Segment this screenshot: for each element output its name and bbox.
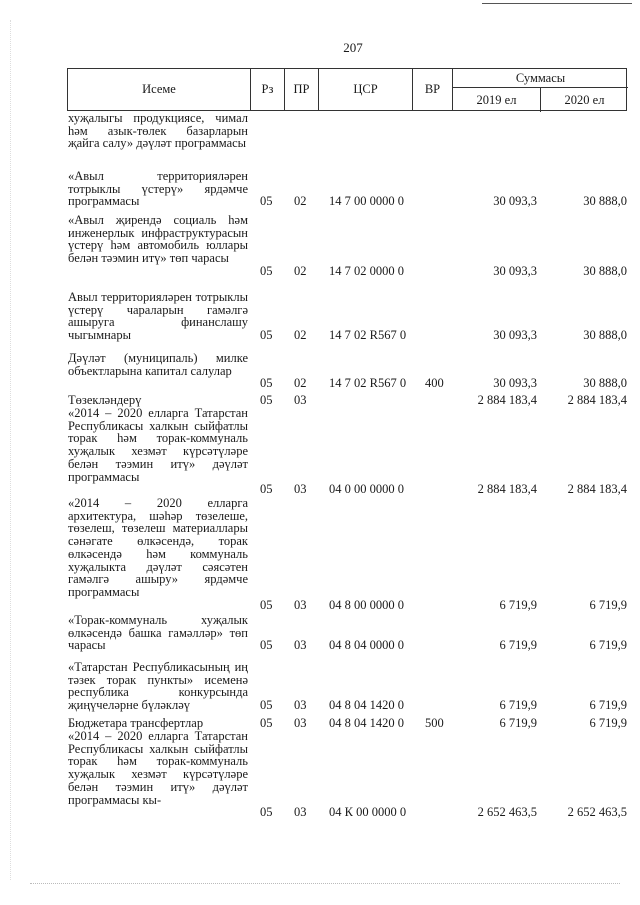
row-rz: 05 [260,482,273,497]
row-rz: 05 [260,376,273,391]
row-sum-2019: 2 884 183,4 [477,482,537,497]
row-rz: 05 [260,393,273,407]
table-row [0,112,640,163]
row-name: «2014 – 2020 елларга Татарстан Республикасы халкын сыйфатлы торак һәм торак-коммуналь хуҗалык хезмәт күрсәтүләре белән тәэмин итү» дәүләт программасы кы- [68,729,248,807]
table-row [0,291,640,342]
row-pr: 03 [294,638,307,653]
row-name: «Татарстан Республикасының иң тәзек торак пункты» исеменә республика конкурсында җиңүчеләрне бүләкләү [68,660,248,713]
row-rz: 05 [260,638,273,653]
row-sum-2019: 30 093,3 [493,376,537,391]
row-pr: 03 [294,393,307,407]
table-row [0,214,640,278]
row-name: Бюджетара трансфертлар [68,716,204,730]
row-rz: 05 [260,698,273,713]
header-year-2020: 2020 ел [564,92,605,107]
row-sum-2019: 6 719,9 [499,597,537,612]
row-sum-2020: 2 652 463,5 [567,805,627,820]
table-row [0,717,640,730]
table-row [0,614,640,652]
header-csr: ЦСР [319,69,413,110]
row-sum-2019: 30 093,3 [493,263,537,278]
row-pr: 03 [294,597,307,612]
row-csr: 04 0 00 0000 0 [329,482,404,497]
row-csr: 14 7 02 R567 0 [329,376,407,391]
row-csr: 04 8 04 1420 0 [329,698,404,713]
row-csr: 14 7 00 0000 0 [329,194,404,209]
row-csr: 14 7 02 R567 0 [329,328,407,343]
row-pr: 02 [294,328,307,343]
row-sum-2020: 6 719,9 [589,698,627,713]
row-name: «Торак-коммуналь хуҗалык өлкәсендә башка гамәлләр» төп чарасы [68,613,248,653]
row-pr: 02 [294,376,307,391]
row-pr: 03 [294,482,307,497]
row-sum-2019: 2 652 463,5 [477,805,537,820]
row-csr: 04 8 04 1420 0 [329,716,404,730]
header-vr: ВР [413,69,453,110]
table-header [67,68,627,111]
row-pr: 03 [294,716,307,730]
row-rz: 05 [260,716,273,730]
row-sum-2020: 30 888,0 [583,376,627,391]
table-row [0,661,640,712]
header-name: Исеме [68,69,251,110]
top-rule [482,3,632,4]
row-name: Дәүләт (муниципаль) милке объектларына капитал салулар [68,351,248,378]
header-sums: Суммасы [453,69,628,88]
row-vr: 400 [425,376,444,391]
row-csr: 04 8 00 0000 0 [329,597,404,612]
header-sums-group [453,69,628,110]
table-row [0,394,640,407]
row-rz: 05 [260,597,273,612]
row-sum-2020: 30 888,0 [583,263,627,278]
row-sum-2019: 30 093,3 [493,194,537,209]
row-rz: 05 [260,194,273,209]
row-csr: 14 7 02 0000 0 [329,263,404,278]
header-pr: ПР [285,69,319,110]
row-sum-2019: 6 719,9 [499,716,537,730]
row-name: «Авыл территорияләрен тотрыклы үстерү» ярдәмче программасы [68,169,248,209]
page-number: 207 [343,40,363,55]
table-row [0,497,640,611]
table-row [0,170,640,208]
header-year-2019: 2019 ел [453,88,541,112]
table-row [0,730,640,819]
row-pr: 03 [294,805,307,820]
header-rz: Рз [251,69,285,110]
table-row [0,407,640,496]
row-sum-2020: 30 888,0 [583,194,627,209]
row-name: «2014 – 2020 елларга Татарстан Республикасы халкын сыйфатлы торак һәм торак-коммуналь хуҗалык хезмәт күрсәтүләре белән тәэмин итү» дәүләт программасы [68,406,248,484]
row-sum-2020: 2 884 183,4 [567,482,627,497]
row-sum-2019: 2 884 183,4 [477,393,537,407]
row-sum-2020: 2 884 183,4 [567,393,627,407]
bottom-scan-marks [30,883,620,884]
row-rz: 05 [260,805,273,820]
row-vr: 500 [425,716,444,730]
row-sum-2020: 6 719,9 [589,597,627,612]
row-csr: 04 8 04 0000 0 [329,638,404,653]
row-name: «Авыл җирендә социаль һәм инженерлык инфраструктурасын үстерү һәм автомобиль юллары белән тәэмин итү» төп чарасы [68,213,248,266]
table-row [0,352,640,390]
row-sum-2020: 6 719,9 [589,716,627,730]
row-sum-2019: 6 719,9 [499,698,537,713]
row-sum-2020: 30 888,0 [583,328,627,343]
row-rz: 05 [260,328,273,343]
row-sum-2019: 30 093,3 [493,328,537,343]
row-name: «2014 – 2020 елларга архитектура, шәһәр төзелеше, төзелеш, төзелеш материаллары сәнәгате өлкәсендә, торак өлкәсендә һәм коммуналь хуҗалыкта дәүләт сәясәтен гамәлгә ашыру» ярдәмче программасы [68,496,248,599]
row-name: Төзекләндерү [68,393,142,407]
row-csr: 04 К 00 0000 0 [329,805,407,820]
row-sum-2020: 6 719,9 [589,638,627,653]
row-name: хуҗалыгы продукциясе, чимал һәм азык-төлек базарларын җайга салу» дәүләт программасы [68,111,248,151]
row-name: Авыл территорияләрен тотрыклы үстерү чараларын гамәлгә ашыруга финанслашу чыгымнары [68,290,248,343]
row-rz: 05 [260,263,273,278]
row-pr: 03 [294,698,307,713]
row-pr: 02 [294,263,307,278]
row-sum-2019: 6 719,9 [499,638,537,653]
row-pr: 02 [294,194,307,209]
